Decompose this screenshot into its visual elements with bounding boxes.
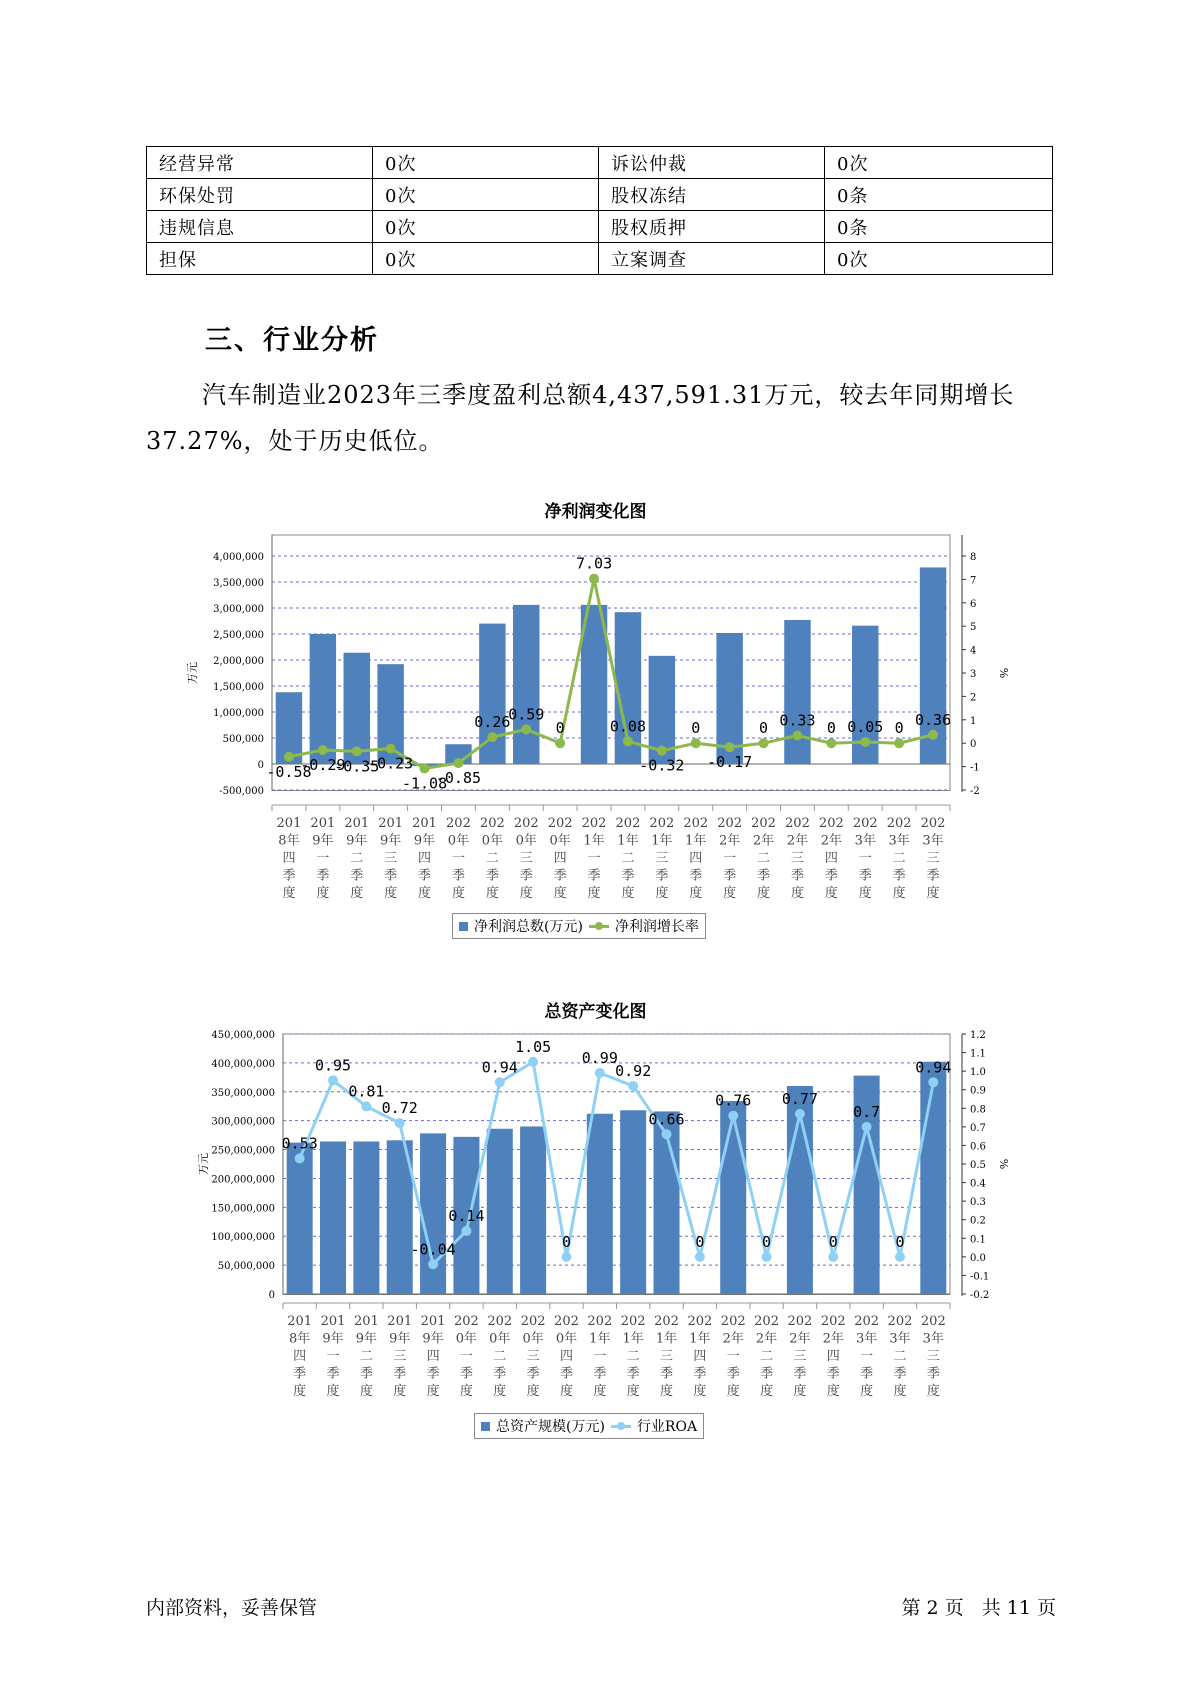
y-tick-label: 1,000,000 <box>213 708 264 719</box>
x-tick-label: 202 0年一季度 <box>446 816 471 901</box>
y2-tick-label: 0.5 <box>970 1160 986 1171</box>
y2-tick-label: 1.0 <box>970 1067 986 1079</box>
risk-value-cell: 0次 <box>825 243 1053 275</box>
line-point <box>495 1077 505 1087</box>
legend-line-label: 净利润增长率 <box>614 919 699 935</box>
risk-label-cell: 诉讼仲裁 <box>599 147 825 179</box>
data-label: -0.23 <box>368 754 414 773</box>
x-tick-label: 202 0年二季度 <box>479 816 505 901</box>
bar <box>353 1141 379 1294</box>
x-tick-label: 202 3年二季度 <box>886 816 912 901</box>
y-tick-label: 2,000,000 <box>213 656 264 667</box>
risk-label-cell: 股权质押 <box>599 211 825 243</box>
y2-tick-label: 0.1 <box>970 1234 986 1246</box>
data-label: 0.81 <box>348 1082 385 1101</box>
legend-bar-label: 净利润总数(万元) <box>474 919 583 935</box>
bar <box>587 1114 613 1294</box>
footer-page-number: 第 2 页 共 11 页 <box>901 1597 1056 1619</box>
y2-tick-label: 2 <box>970 692 977 704</box>
y2-tick-label: 6 <box>970 598 977 610</box>
footer-left: 内部资料，妥善保管 <box>146 1597 318 1619</box>
bar <box>620 1110 646 1294</box>
y-tick-label: 3,000,000 <box>213 604 264 615</box>
y-axis-title: 万元 <box>186 662 199 684</box>
x-tick-label: 202 0年三季度 <box>520 1314 546 1399</box>
legend-line-swatch <box>611 1425 631 1428</box>
line-point <box>762 1252 772 1262</box>
line-point <box>695 1252 705 1262</box>
y2-tick-label: 5 <box>970 622 977 634</box>
line-point <box>561 1252 571 1262</box>
risk-label-cell: 担保 <box>147 243 373 275</box>
y2-tick-label: 1.1 <box>970 1048 986 1060</box>
x-tick-label: 201 9年四季度 <box>412 816 437 901</box>
risk-value-cell: 0次 <box>373 243 599 275</box>
y2-tick-label: 8 <box>970 552 977 563</box>
line-point <box>428 1259 438 1269</box>
y2-tick-label: 0 <box>970 739 977 751</box>
y2-tick-label: -1 <box>970 762 980 774</box>
data-label: 0.76 <box>715 1091 752 1110</box>
y2-axis-title: % <box>997 1158 1010 1170</box>
risk-value-cell: 0次 <box>825 147 1053 179</box>
x-tick-label: 202 0年三季度 <box>513 816 539 901</box>
line-point <box>728 1111 738 1121</box>
y2-tick-label: 4 <box>970 645 977 657</box>
x-tick-label: 201 9年三季度 <box>378 816 404 901</box>
y2-tick-label: -0.1 <box>970 1271 990 1283</box>
data-label: -0.58 <box>266 762 312 781</box>
data-label: -1.08 <box>401 774 448 793</box>
data-label: 0.94 <box>481 1058 518 1077</box>
line-point <box>928 1077 938 1087</box>
risk-label-cell: 股权冻结 <box>599 179 825 211</box>
y2-tick-label: 1 <box>970 715 977 727</box>
data-label: 0 <box>695 1232 705 1251</box>
data-label: 1.05 <box>515 1037 552 1056</box>
y2-tick-label: 0.0 <box>970 1252 986 1264</box>
line-point <box>862 1122 872 1132</box>
data-label: 0 <box>894 719 904 738</box>
data-label: 0 <box>759 719 769 738</box>
x-tick-label: 202 2年二季度 <box>754 1314 779 1399</box>
x-tick-label: 202 3年一季度 <box>854 1314 880 1399</box>
x-tick-label: 202 1年二季度 <box>620 1314 646 1399</box>
x-tick-label: 202 3年二季度 <box>887 1314 913 1399</box>
x-tick-label: 202 2年三季度 <box>785 816 810 901</box>
y-tick-label: 300,000,000 <box>211 1116 275 1128</box>
y2-tick-label: 0.4 <box>970 1178 986 1190</box>
bar <box>520 1126 546 1294</box>
legend-line-label: 行业ROA <box>636 1419 698 1435</box>
y2-tick-label: 0.8 <box>970 1104 986 1116</box>
x-tick-label: 202 0年二季度 <box>487 1314 513 1399</box>
data-label: 0.94 <box>915 1058 952 1077</box>
x-tick-label: 201 8年四季度 <box>287 1314 313 1399</box>
x-tick-label: 202 1年三季度 <box>654 1314 679 1399</box>
line-point <box>795 1109 805 1119</box>
y-tick-label: 250,000,000 <box>211 1145 275 1157</box>
x-tick-label: 202 1年三季度 <box>649 816 675 901</box>
data-label: 0.99 <box>581 1049 618 1067</box>
x-tick-label: 202 2年四季度 <box>818 816 844 901</box>
data-label: 0.05 <box>847 718 884 737</box>
data-label: 0 <box>555 719 565 738</box>
data-label: 0.66 <box>648 1110 685 1129</box>
line-point <box>528 1057 538 1067</box>
line-point <box>895 1252 905 1262</box>
y-tick-label: 4,000,000 <box>213 552 264 563</box>
risk-label-cell: 经营异常 <box>147 147 373 179</box>
y-tick-label: 350,000,000 <box>211 1087 275 1099</box>
risk-value-cell: 0次 <box>373 211 599 243</box>
y-tick-label: 500,000 <box>222 734 264 745</box>
y-tick-label: 0 <box>268 1290 275 1301</box>
x-tick-label: 202 0年四季度 <box>547 816 573 901</box>
bar <box>487 1129 513 1294</box>
x-tick-label: 201 9年一季度 <box>310 816 336 901</box>
x-tick-label: 202 3年一季度 <box>852 816 878 901</box>
x-tick-label: 202 0年四季度 <box>554 1314 579 1399</box>
y-tick-label: 200,000,000 <box>211 1174 275 1186</box>
bar <box>720 1101 746 1294</box>
data-label: 0.33 <box>779 711 816 730</box>
data-label: -0.29 <box>300 755 346 774</box>
line-point <box>595 1068 605 1078</box>
data-label: 0.26 <box>474 713 511 732</box>
line-point <box>828 1252 838 1262</box>
data-label: -0.85 <box>435 769 482 788</box>
y-tick-label: 1,500,000 <box>213 682 264 693</box>
line-point <box>328 1075 338 1085</box>
risk-value-cell: 0条 <box>825 179 1053 211</box>
bar <box>920 1062 946 1294</box>
data-label: 0 <box>762 1232 772 1251</box>
y2-tick-label: 0.3 <box>970 1197 986 1209</box>
data-label: -0.35 <box>334 757 380 776</box>
y2-axis-title: % <box>997 667 1010 679</box>
x-tick-label: 201 9年三季度 <box>387 1314 413 1399</box>
data-label: 0.77 <box>781 1089 818 1108</box>
bar <box>287 1143 313 1294</box>
x-tick-label: 202 1年一季度 <box>581 816 607 901</box>
x-tick-label: 201 9年二季度 <box>353 1314 379 1399</box>
legend-bar-label: 总资产规模(万元) <box>496 1419 605 1435</box>
line-point <box>395 1118 405 1128</box>
data-label: -0.32 <box>639 756 685 775</box>
data-label: -0.04 <box>410 1240 456 1259</box>
data-label: 0.92 <box>615 1062 652 1080</box>
data-label: 7.03 <box>575 554 613 573</box>
x-tick-label: 202 0年一季度 <box>454 1314 479 1399</box>
section-paragraph: 汽车制造业2023年三季度盈利总额4,437,591.31万元，较去年同期增长37.27%，处于历史低位。 <box>146 381 1015 455</box>
data-label: -0.17 <box>707 753 753 772</box>
x-tick-label: 202 1年四季度 <box>687 1314 713 1399</box>
line-point <box>662 1129 672 1139</box>
x-tick-label: 202 1年四季度 <box>683 816 709 901</box>
y2-tick-label: 0.9 <box>970 1085 986 1097</box>
y-axis-title: 万元 <box>197 1153 210 1175</box>
data-label: 0.95 <box>314 1056 352 1075</box>
risk-value-cell: 0次 <box>373 147 599 179</box>
y2-tick-label: 0.6 <box>970 1141 986 1153</box>
legend-bar-swatch <box>481 1422 490 1431</box>
data-label: 0.36 <box>914 710 952 729</box>
data-label: 0.72 <box>381 1099 418 1118</box>
risk-value-cell: 0条 <box>825 211 1053 243</box>
y-tick-label: 2,500,000 <box>213 630 264 641</box>
chart2-legend <box>474 1413 704 1439</box>
chart2-title: 总资产变化图 <box>544 1002 647 1022</box>
y2-tick-label: 0.7 <box>970 1122 986 1134</box>
x-tick-label: 202 2年二季度 <box>751 816 776 901</box>
y-tick-label: 0 <box>257 760 264 771</box>
data-label: 0 <box>826 719 836 738</box>
x-tick-label: 201 9年一季度 <box>320 1314 346 1399</box>
data-label: 0.14 <box>448 1206 485 1225</box>
y2-tick-label: 1.2 <box>970 1030 986 1041</box>
x-tick-label: 202 3年三季度 <box>920 816 946 901</box>
x-tick-label: 202 2年三季度 <box>787 1314 813 1399</box>
y2-tick-label: -2 <box>970 786 980 797</box>
line-point <box>295 1153 305 1163</box>
y2-tick-label: 7 <box>970 575 977 587</box>
line-point <box>461 1226 471 1236</box>
data-label: 0 <box>895 1232 905 1251</box>
y2-tick-label: 0.2 <box>970 1215 986 1227</box>
x-tick-label: 201 9年四季度 <box>420 1314 446 1399</box>
x-tick-label: 202 2年四季度 <box>820 1314 846 1399</box>
risk-label-cell: 环保处罚 <box>147 179 373 211</box>
x-tick-label: 202 2年一季度 <box>717 816 743 901</box>
y-tick-label: 50,000,000 <box>217 1261 275 1273</box>
x-tick-label: 202 2年一季度 <box>720 1314 746 1399</box>
y-tick-label: 400,000,000 <box>211 1058 275 1070</box>
x-tick-label: 202 3年三季度 <box>920 1314 946 1399</box>
data-label: 0.59 <box>508 705 545 724</box>
chart1-title: 净利润变化图 <box>544 502 647 522</box>
x-tick-label: 201 9年二季度 <box>344 816 370 901</box>
y-tick-label: 450,000,000 <box>211 1030 275 1041</box>
x-tick-label: 202 1年二季度 <box>615 816 641 901</box>
y-tick-label: 100,000,000 <box>211 1232 275 1244</box>
data-label: 0 <box>561 1232 571 1251</box>
risk-value-cell: 0次 <box>373 179 599 211</box>
data-label: 0.53 <box>281 1134 318 1153</box>
data-label: 0 <box>691 719 701 738</box>
y-tick-label: 150,000,000 <box>211 1203 275 1215</box>
section-heading: 三、行业分析 <box>205 325 379 356</box>
risk-label-cell: 违规信息 <box>147 211 373 243</box>
y2-tick-label: -0.2 <box>970 1290 990 1301</box>
y-tick-label: -500,000 <box>219 786 264 797</box>
x-tick-label: 202 1年一季度 <box>587 1314 613 1399</box>
y2-tick-label: 3 <box>970 669 977 680</box>
line-point <box>361 1101 371 1111</box>
data-label: 0.7 <box>853 1102 881 1121</box>
bar <box>420 1133 446 1294</box>
line-point <box>628 1081 638 1091</box>
x-tick-label: 201 8年四季度 <box>276 816 302 901</box>
risk-label-cell: 立案调查 <box>599 243 825 275</box>
bar <box>320 1141 346 1294</box>
data-label: 0 <box>828 1232 838 1251</box>
data-label: 0.08 <box>609 717 647 736</box>
y-tick-label: 3,500,000 <box>213 578 264 589</box>
